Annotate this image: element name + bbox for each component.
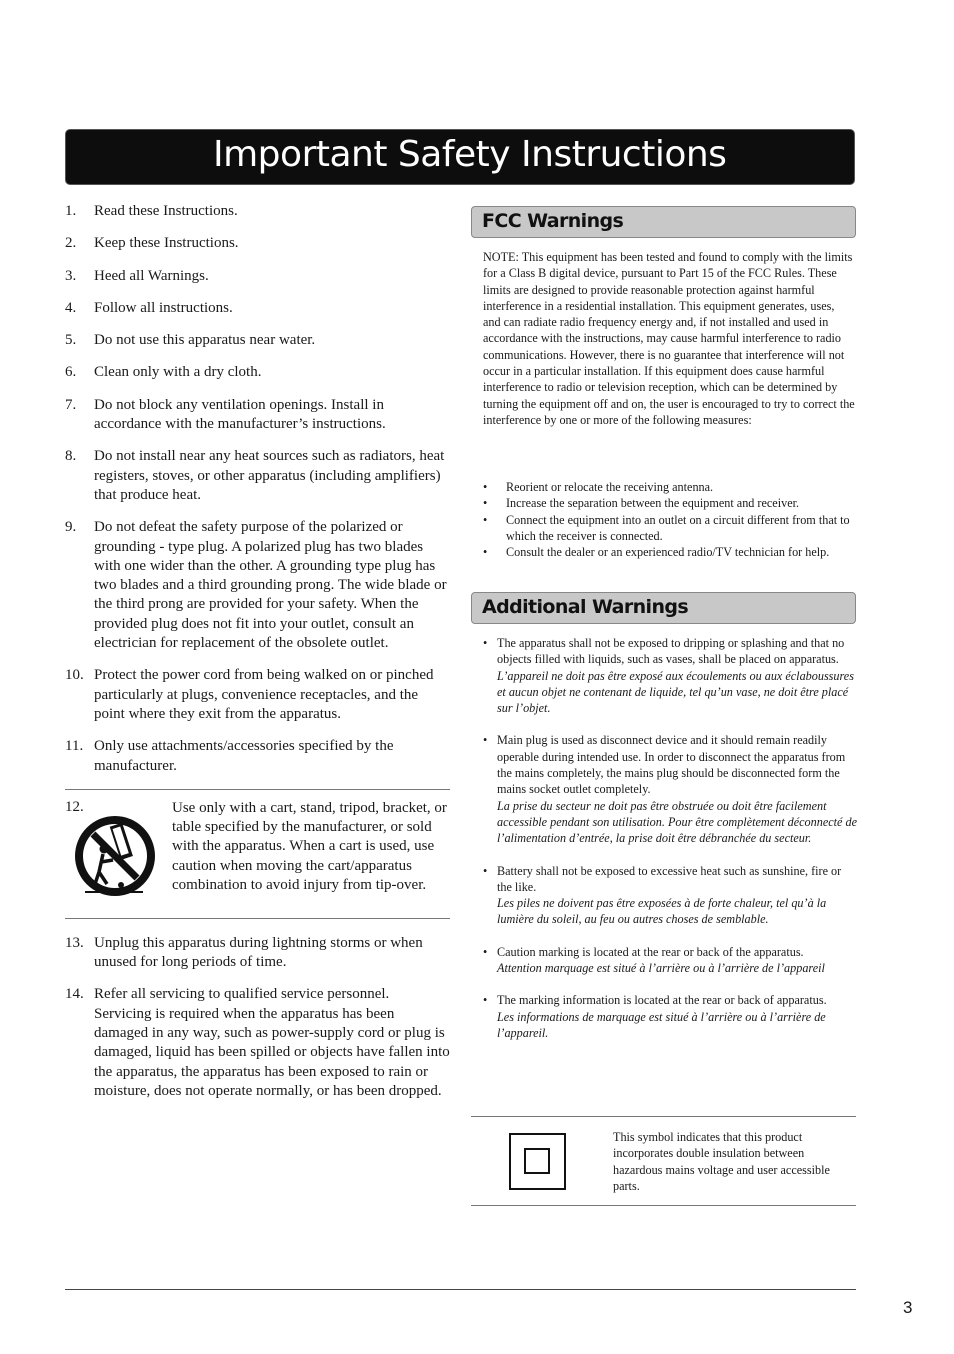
page-title: Important Safety Instructions <box>213 134 727 175</box>
instruction-item: 4. Follow all instructions. <box>65 299 233 316</box>
additional-warnings-heading: Additional Warnings <box>471 592 856 624</box>
footer-divider <box>65 1289 856 1290</box>
list-item: • The apparatus shall not be exposed to dripping or splashing and that no objects filled with liquids, such as vases, shall be placed on apparatus. L’appareil ne doit pas être exposé aux écoulements ou aux éclaboussures et aucun objet ne contenant de liquide, tel qu’un vase, ne doit être placé sur l’objet. <box>483 636 854 716</box>
double-insulation-box <box>471 1116 856 1206</box>
cart-warning-box: 12. Use only with a cart, stand, tripod, bracket, or table specified by the manufacturer, or sold with the apparatus. When a cart is used, use caution when moving the cart/apparatus combination to avoid injury from tip-over. <box>65 789 450 919</box>
list-item: • Consult the dealer or an experienced radio/TV technician for help. <box>483 545 830 560</box>
instruction-item: 9. Do not defeat the safety purpose of the polarized or grounding - type plug. A polarized plug has two blades with one wider than the other. A grounding type plug has two blades and a third grounding prong. The wide blade or the third prong are provided for your safety. When the provided plug does not fit into your outlet, consult an electrician for replacement of the obsolete outlet. <box>65 519 447 652</box>
list-item: • Battery shall not be exposed to excessive heat such as sunshine, fire or the like. Les piles ne doivent pas être exposées à de forte chaleur, tel qu’à la lumière du soleil, au feu ou autres choses de semblable. <box>483 863 842 927</box>
instruction-item: 14. Refer all servicing to qualified service personnel. Servicing is required when the apparatus has been damaged in any way, such as power-supply cord or plug is damaged, liquid has been spilled or objects have fallen into the apparatus, the apparatus has been exposed to rain or moisture, does not operate normally, or has been dropped. <box>65 986 450 1099</box>
instruction-item: 6. Clean only with a dry cloth. <box>65 364 262 381</box>
safety-instructions-list <box>65 202 450 1114</box>
instruction-item: 2. Keep these Instructions. <box>65 235 239 252</box>
list-item: • The marking information is located at the rear or back of apparatus. Les informations de marquage est situé à l’arrière ou à l’arrière de l’appareil. <box>483 993 827 1040</box>
list-item: • Main plug is used as disconnect device and it should remain readily operable during intended use. In order to disconnect the apparatus from the mains completely, the mains plug should be disconnected form the mains socket outlet completely. La prise du secteur ne doit pas être obstruée ou doit être facilement accessible pendant son utilisation. Pour être complètement déconnecté de l’alimentation d’entrée, la prise doit être débranchée du secteur. <box>483 733 857 846</box>
list-item: • Increase the separation between the equipment and receiver. <box>483 496 800 511</box>
instruction-item: 13. Unplug this apparatus during lightning storms or when unused for long periods of time. <box>65 934 423 971</box>
list-item: • Reorient or relocate the receiving antenna. <box>483 480 714 494</box>
cart-warning-text: Use only with a cart, stand, tripod, bracket, or table specified by the manufacturer, or sold with the apparatus. When a cart is used, use caution when moving the cart/apparatus combination to avoid injury from tip-over. <box>172 799 447 894</box>
fcc-note: NOTE: This equipment has been tested and found to comply with the limits for a Class B digital device, pursuant to Part 15 of the FCC Rules. These limits are designed to provide reasonable protection against harmful interference in a residential installation. This equipment generates, uses, and can radiate radio frequency energy and, if not installed and used in accordance with the instructions, may cause harmful interference to radio communications. However, there is no guarantee that interference will not occur in a particular installation. If this equipment does cause harmful interference to radio or television reception, which can be determined by turning the equipment off and on, the user is encouraged to try to correct the interference by one or more of the following measures: <box>483 250 855 427</box>
instruction-item: 11. Only use attachments/accessories specified by the manufacturer. <box>65 738 394 774</box>
cart-tip-over-warning-icon <box>73 812 157 898</box>
list-item: • Caution marking is located at the rear or back of the apparatus. Attention marquage est situé à l’arrière ou à l’arrière de l’appareil <box>483 944 825 976</box>
instruction-item: 7. Do not block any ventilation openings. Install in accordance with the manufacturer’s instructions. <box>65 396 386 433</box>
double-insulation-icon <box>509 1133 566 1190</box>
double-insulation-text: This symbol indicates that this product incorporates double insulation between hazardous mains voltage and user accessible parts. <box>613 1130 830 1193</box>
fcc-warnings-heading: FCC Warnings <box>471 206 856 238</box>
list-item: • Connect the equipment into an outlet on a circuit different from that to which the receiver is connected. <box>483 512 850 543</box>
page-title-bar <box>65 129 855 185</box>
page-number: 3 <box>903 1298 913 1317</box>
instruction-item: 1. Read these Instructions. <box>65 203 238 219</box>
instruction-item: 3. Heed all Warnings. <box>65 267 209 284</box>
additional-warnings-list <box>483 635 858 1057</box>
instruction-item: 10. Protect the power cord from being walked on or pinched particularly at plugs, convenience receptacles, and the point where they exit from the apparatus. <box>65 667 434 722</box>
instruction-item: 5. Do not use this apparatus near water. <box>65 332 316 349</box>
fcc-measures-list <box>483 479 855 560</box>
instruction-item: 8. Do not install near any heat sources such as radiators, heat registers, stoves, or other apparatus (including amplifiers) that produce heat. <box>65 448 445 503</box>
